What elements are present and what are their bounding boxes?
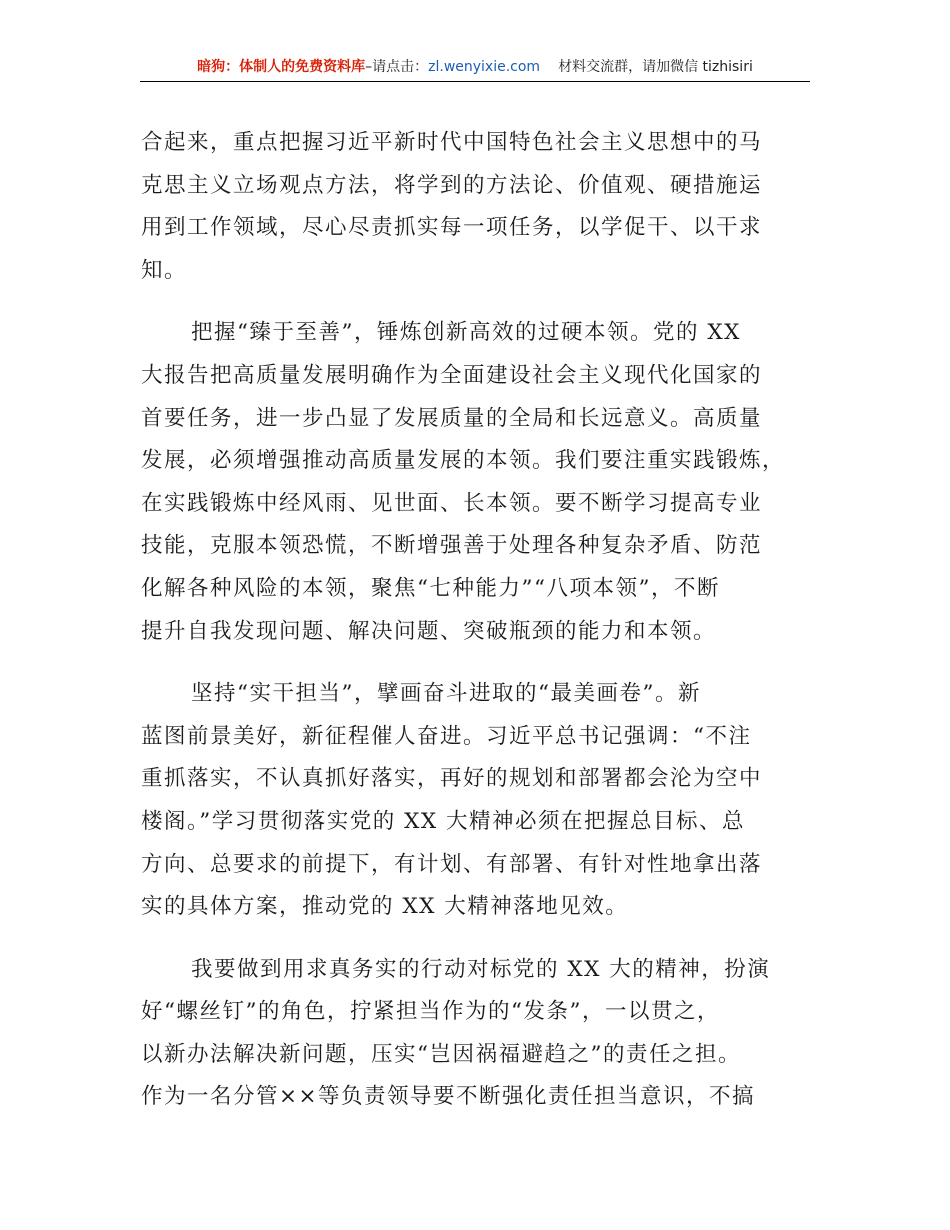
- header-contact: 材料交流群，请加微信 tizhisiri: [558, 59, 753, 75]
- paragraph-2: [141, 312, 813, 653]
- text-line: 以新办法解决新问题，压实“岂因祸福避趋之”的责任之担。: [141, 1041, 741, 1067]
- header-site-label: 暗狗：体制人的免费资料库: [197, 59, 366, 75]
- text-line: 知。: [141, 257, 188, 283]
- text-line: 提升自我发现问题、解决问题、突破瓶颈的能力和本领。: [141, 618, 717, 644]
- text-line: 发展，必须增强推动高质量发展的本领。我们要注重实践锻炼，: [141, 448, 786, 474]
- text-line: 实的具体方案，推动党的 XX 大精神落地见效。: [141, 894, 629, 920]
- text-line: 好“螺丝钉”的角色，拧紧担当作为的“发条”，一以贯之，: [141, 999, 720, 1025]
- document-body: [141, 122, 813, 1119]
- text-line: 蓝图前景美好，新征程催人奋进。习近平总书记强调：“不注: [141, 723, 752, 749]
- text-line: 合起来，重点把握习近平新时代中国特色社会主义思想中的马: [141, 130, 763, 155]
- paragraph-4: [141, 949, 813, 1119]
- text-line: 作为一名分管××等负责领导要不断强化责任担当意识，不搞: [141, 1084, 756, 1110]
- page-header: [140, 57, 810, 82]
- text-line: 重抓落实，不认真抓好落实，再好的规划和部署都会沦为空中: [141, 766, 763, 792]
- text-line: 化解各种风险的本领，聚焦“七种能力”“八项本领”，不断: [141, 575, 720, 601]
- text-line: 用到工作领域，尽心尽责抓实每一项任务，以学促干、以干求: [141, 215, 763, 241]
- text-line: 方向、总要求的前提下，有计划、有部署、有针对性地拿出落: [141, 851, 763, 877]
- text-line: 我要做到用求真务实的行动对标党的 XX 大的精神，扮演: [191, 956, 771, 982]
- header-click-prompt: –请点击：: [365, 59, 429, 75]
- text-line: 在实践锻炼中经风雨、见世面、长本领。要不断学习提高专业: [141, 490, 763, 516]
- text-line: 楼阁。”学习贯彻落实党的 XX 大精神必须在把握总目标、总: [141, 808, 746, 834]
- paragraph-1: [141, 122, 813, 292]
- paragraph-3: [141, 673, 813, 929]
- text-line: 把握“臻于至善”，锤炼创新高效的过硬本领。党的 XX: [191, 320, 741, 346]
- header-url-link[interactable]: zl.wenyixie.com: [428, 59, 541, 75]
- text-line: 首要任务，进一步凸显了发展质量的全局和长远意义。高质量: [141, 405, 763, 431]
- text-line: 技能，克服本领恐慌，不断增强善于处理各种复杂矛盾、防范: [141, 533, 763, 559]
- text-line: 坚持“实干担当”，擘画奋斗进取的“最美画卷”。新: [191, 681, 701, 707]
- text-line: 克思主义立场观点方法，将学到的方法论、价值观、硬措施运: [141, 172, 763, 198]
- text-line: 大报告把高质量发展明确作为全面建设社会主义现代化国家的: [141, 362, 763, 388]
